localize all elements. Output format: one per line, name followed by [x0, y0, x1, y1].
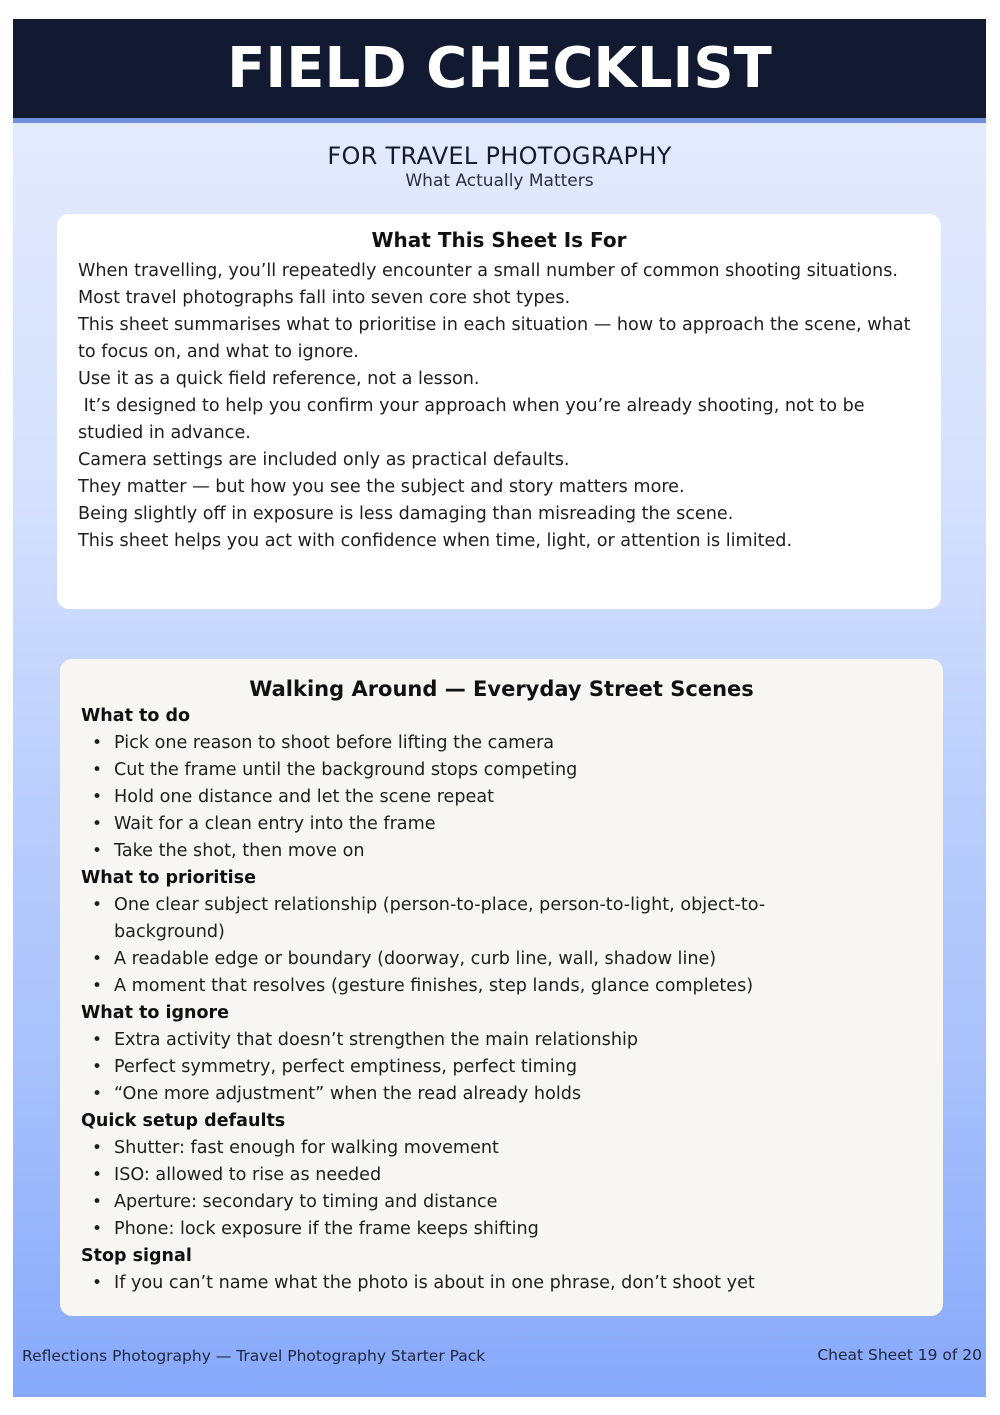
list-what-to-do — [81, 730, 922, 865]
intro-paragraph: It’s designed to help you confirm your approach when you’re already shooting, not to be studied in advance. — [78, 396, 871, 443]
cheat-sheet-page — [13, 19, 986, 1397]
list-what-to-ignore — [81, 1027, 922, 1108]
page-subtitle: FOR TRAVEL PHOTOGRAPHY — [327, 142, 672, 170]
list-item: • Hold one distance and let the scene repeat — [114, 784, 922, 811]
list-stop-signal — [81, 1270, 922, 1297]
list-item: • Cut the frame until the background stops competing — [114, 757, 922, 784]
footer-brand: Reflections Photography — Travel Photography Starter Pack — [22, 1347, 486, 1365]
intro-paragraph: Being slightly off in exposure is less damaging than misreading the scene. — [78, 504, 734, 524]
section-heading-what-to-prioritise: What to prioritise — [81, 868, 256, 888]
page-tagline: What Actually Matters — [405, 171, 594, 191]
list-item: • “One more adjustment” when the read already holds — [114, 1081, 922, 1108]
list-item: • Wait for a clean entry into the frame — [114, 811, 922, 838]
section-heading-stop-signal: Stop signal — [81, 1246, 192, 1266]
list-what-to-prioritise — [81, 892, 922, 1000]
list-item: • Aperture: secondary to timing and distance — [114, 1189, 922, 1216]
list-item: • One clear subject relationship (person-to-place, person-to-light, object-to-background) — [114, 892, 922, 946]
intro-paragraph: Most travel photographs fall into seven core shot types. — [78, 288, 571, 308]
list-item: • Perfect symmetry, perfect emptiness, perfect timing — [114, 1054, 922, 1081]
intro-card — [57, 214, 941, 609]
list-item: • A readable edge or boundary (doorway, curb line, wall, shadow line) — [114, 946, 922, 973]
list-item: • Phone: lock exposure if the frame keeps shifting — [114, 1216, 922, 1243]
list-item: • ISO: allowed to rise as needed — [114, 1162, 922, 1189]
intro-paragraph: Use it as a quick field reference, not a lesson. — [78, 369, 480, 389]
list-item: • If you can’t name what the photo is about in one phrase, don’t shoot yet — [114, 1270, 922, 1297]
section-heading-what-to-do: What to do — [81, 706, 191, 726]
section-heading-what-to-ignore: What to ignore — [81, 1003, 230, 1023]
header-banner — [13, 19, 986, 123]
list-item: • Take the shot, then move on — [114, 838, 922, 865]
list-item: • Extra activity that doesn’t strengthen the main relationship — [114, 1027, 922, 1054]
footer-page-count: Cheat Sheet 19 of 20 — [817, 1346, 982, 1364]
list-quick-setup — [81, 1135, 922, 1243]
list-item: • Pick one reason to shoot before lifting the camera — [114, 730, 922, 757]
page-title: FIELD CHECKLIST — [227, 36, 772, 101]
intro-paragraph: They matter — but how you see the subject and story matters more. — [78, 477, 685, 497]
scene-title: Walking Around — Everyday Street Scenes — [249, 677, 754, 701]
list-item: • Shutter: fast enough for walking movement — [114, 1135, 922, 1162]
intro-paragraph: Camera settings are included only as practical defaults. — [78, 450, 570, 470]
intro-title: What This Sheet Is For — [371, 228, 627, 252]
section-heading-quick-setup: Quick setup defaults — [81, 1111, 286, 1131]
intro-paragraph: This sheet helps you act with confidence when time, light, or attention is limited. — [78, 531, 793, 551]
list-item: • A moment that resolves (gesture finishes, step lands, glance completes) — [114, 973, 922, 1000]
intro-paragraph: This sheet summarises what to prioritise in each situation — how to approach the scene, what to focus on, and what to ignore. — [78, 315, 917, 362]
scene-card — [60, 659, 943, 1316]
intro-paragraph: When travelling, you’ll repeatedly encounter a small number of common shooting situations. — [78, 261, 898, 281]
